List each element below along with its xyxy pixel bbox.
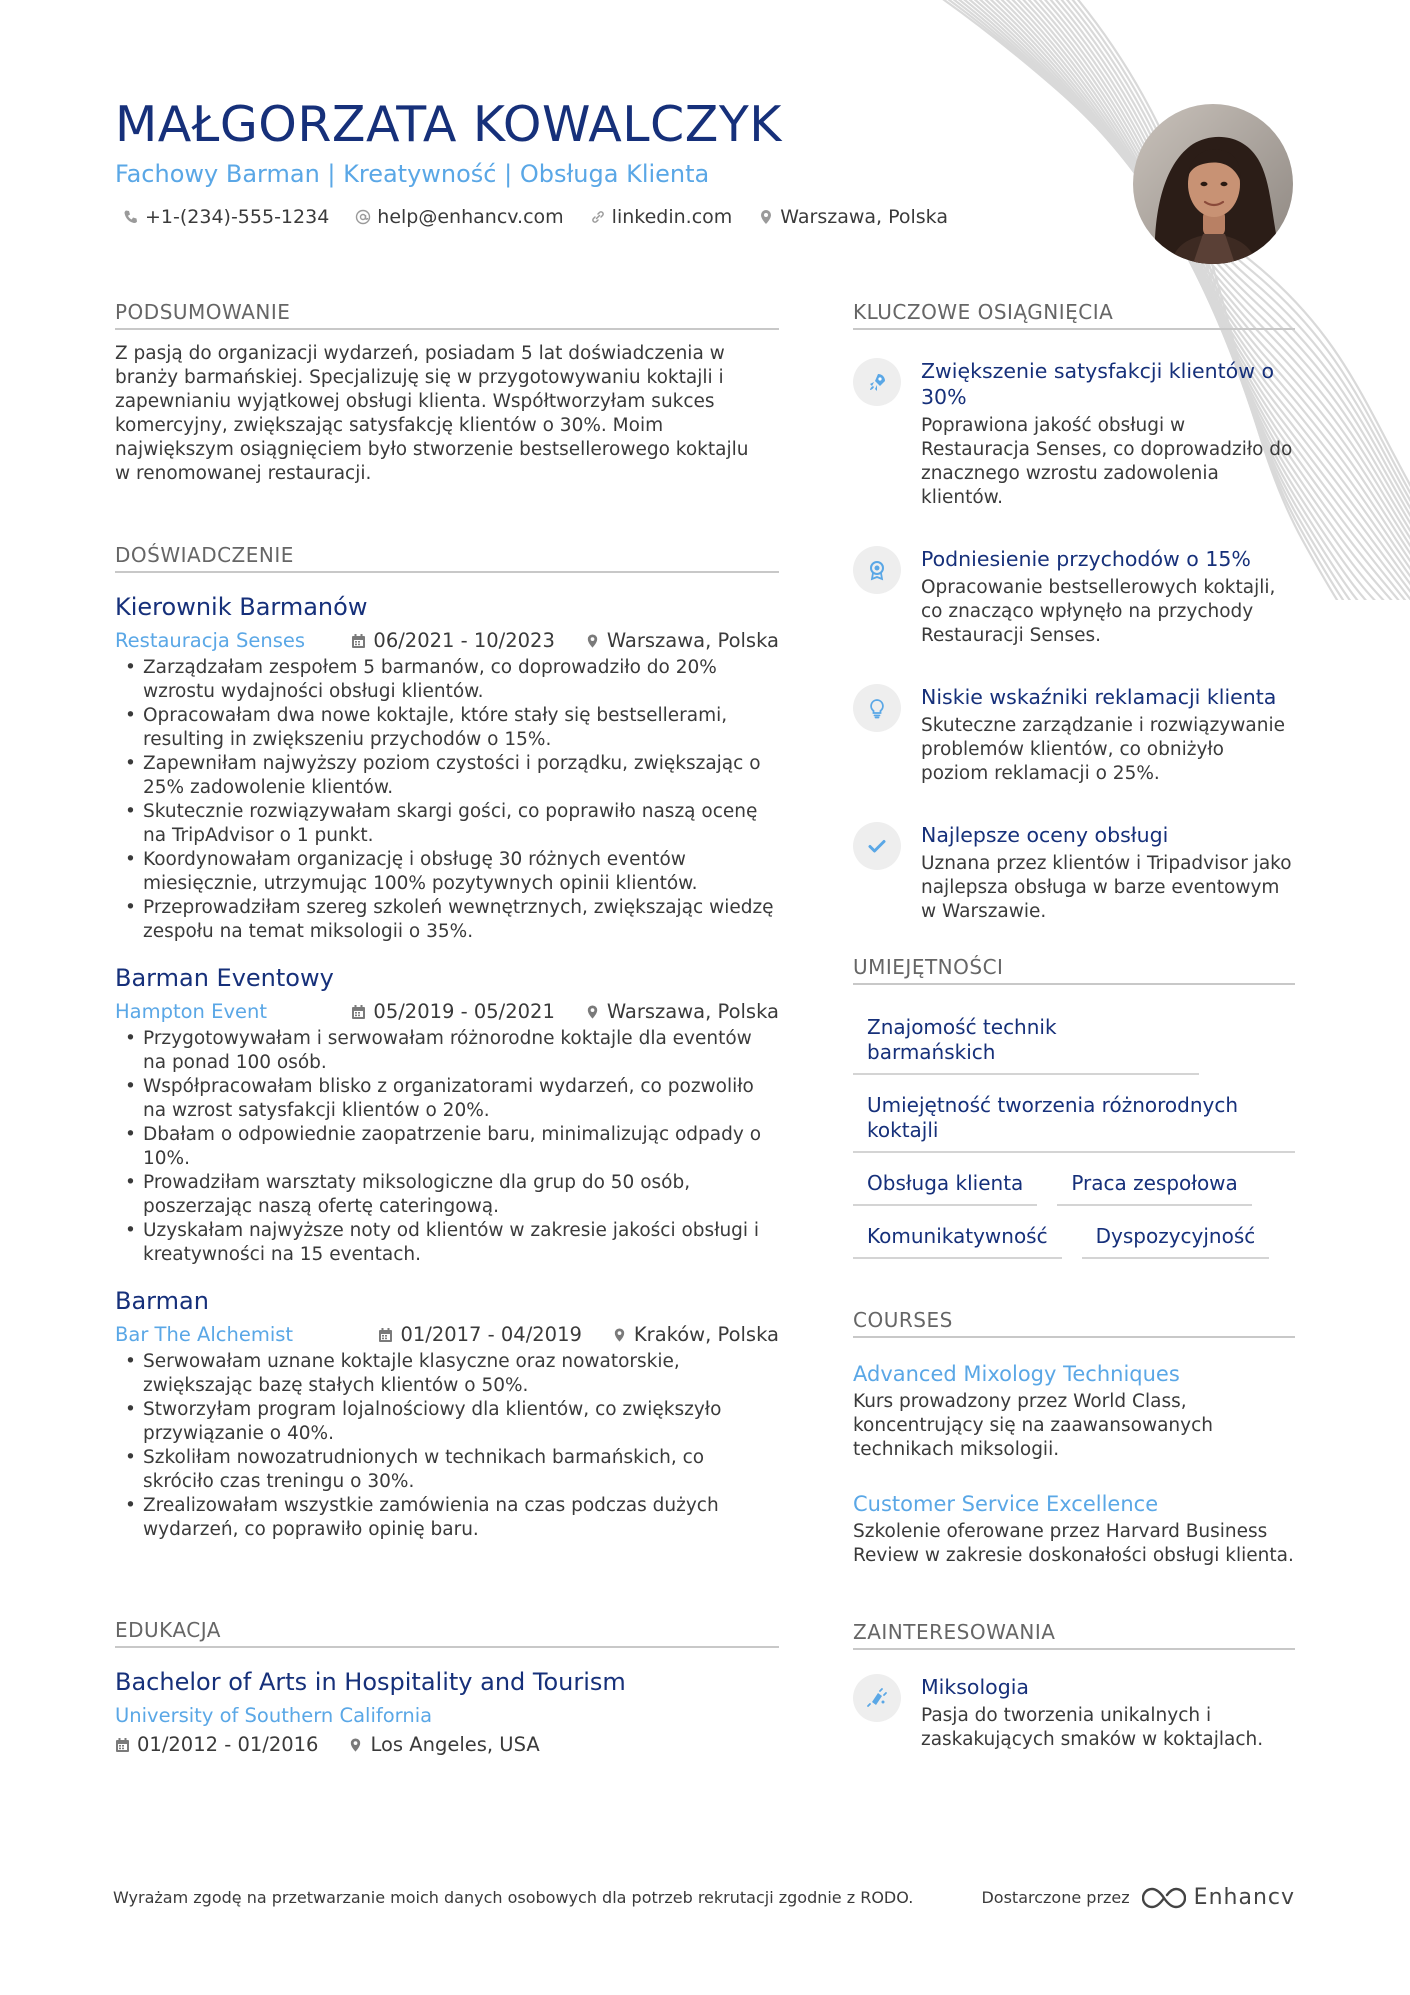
summary-section [115,300,779,486]
job-meta [115,1323,779,1346]
course-item [853,1492,1295,1568]
achievement-title: Zwiększenie satysfakcji klientów o 30% [921,359,1275,409]
experience-section [115,543,779,1542]
skill-tag: Praca zespołowa [1057,1161,1251,1206]
calendar-icon [115,1737,130,1753]
courses-section [853,1308,1295,1568]
course-desc: Szkolenie oferowane przez Harvard Business Review w zakresie doskonałości obsługi klienta. [853,1521,1294,1566]
phone-text: +1-(234)-555-1234 [145,205,330,228]
achievement-icon-badge [853,822,901,870]
courses-heading: COURSES [853,1308,1295,1338]
school-name: University of Southern California [115,1704,433,1727]
achievement-item [853,358,1295,510]
email-text: help@enhancv.com [377,205,564,228]
calendar-icon [351,633,366,649]
experience-heading: DOŚWIADCZENIE [115,543,779,573]
job-bullet: • Opracowałam dwa nowe koktajle, które stały się bestsellerami, resulting in zwiększeniu przychodów o 15%. [115,704,779,752]
website-text: linkedin.com [611,205,733,228]
job-dates [378,1323,581,1346]
achievement-icon-badge [853,358,901,406]
job-bullet: • Skutecznie rozwiązywałam skargi gości, co poprawiło naszą ocenę na TripAdvisor o 1 punkt. [115,800,779,848]
job-bullet: • Serwowałam uznane koktajle klasyczne oraz nowatorskie, zwiększając bazę stałych klientów o 50%. [115,1350,779,1398]
job-bullet: • Zapewniłam najwyższy poziom czystości i porządku, zwiększając o 25% zadowolenie klientów. [115,752,779,800]
course-title: Customer Service Excellence [853,1492,1159,1516]
achievement-desc: Opracowanie bestsellerowych koktajli, co znacząco wpłynęło na przychody Restauracji Senses. [921,577,1276,646]
contact-location [758,206,948,228]
education-dates [115,1733,318,1756]
calendar-icon [378,1327,393,1343]
job-bullet: • Stworzyłam program lojalnościowy dla klientów, co zwiększyło przywiązanie o 40%. [115,1398,779,1446]
award-icon [866,559,888,581]
job-entry [115,1287,779,1542]
job-bullet: • Uzyskałam najwyższe noty od klientów w zakresie jakości obsługi i kreatywności na 15 eventach. [115,1219,779,1267]
interest-item [853,1674,1295,1752]
job-bullet: • Zarządzałam zespołem 5 barmanów, co doprowadziło do 20% wzrostu wydajności obsługi klientów. [115,656,779,704]
achievements-section [853,300,1295,924]
achievement-title: Niskie wskaźniki reklamacji klienta [921,685,1277,709]
course-desc: Kurs prowadzony przez World Class, koncentrujący się na zaawansowanych technikach miksologii. [853,1391,1213,1460]
achievement-desc: Poprawiona jakość obsługi w Restauracja Senses, co doprowadziło do znacznego wzrostu zadowolenia klientów. [921,415,1293,508]
shaker-icon [866,1687,888,1709]
skills-heading: UMIEJĘTNOŚCI [853,955,1295,985]
skill-tag: Dyspozycyjność [1082,1214,1270,1259]
powered-by-label: Dostarczone przez [981,1888,1130,1907]
location-pin-icon [585,1004,600,1020]
interest-title: Miksologia [921,1675,1029,1699]
job-location [585,629,779,652]
job-entry [115,593,779,944]
location-pin-icon [758,209,774,225]
skill-tag: Znajomość technik barmańskich [853,1005,1199,1075]
contact-website[interactable] [590,206,733,228]
education-dates-text: 01/2012 - 01/2016 [137,1733,319,1756]
skill-tag: Obsługa klienta [853,1161,1037,1206]
job-company: Hampton Event [115,1000,267,1023]
education-location [348,1733,539,1756]
job-dates-text: 01/2017 - 04/2019 [400,1323,582,1346]
location-pin-icon [585,633,600,649]
skill-tag: Komunikatywność [853,1214,1062,1259]
achievement-icon-badge [853,546,901,594]
job-location [585,1000,779,1023]
job-company: Restauracja Senses [115,629,306,652]
job-location-text: Warszawa, Polska [606,1000,779,1023]
degree-title: Bachelor of Arts in Hospitality and Tourism [115,1668,626,1696]
location-text: Warszawa, Polska [780,205,948,228]
job-location-text: Kraków, Polska [633,1323,779,1346]
job-meta [115,1000,779,1023]
achievement-list [853,358,1295,924]
job-list [115,593,779,1542]
candidate-tagline: Fachowy Barman | Kreatywność | Obsługa Klienta [115,159,710,188]
job-dates [351,629,554,652]
contact-phone[interactable] [123,206,329,228]
phone-icon [123,209,139,225]
skill-list [853,997,1295,1259]
summary-heading: PODSUMOWANIE [115,300,779,330]
brand-name: Enhancv [1193,1885,1295,1910]
summary-text: Z pasją do organizacji wydarzeń, posiadam 5 lat doświadczenia w branży barmańskiej. Specjalizuję się w przygotowywaniu koktajli i zapewnianiu wyjątkowej obsługi klienta. Współtworzyłam sukces komercyjny, zwiększając satysfakcję klientów o 30%. Moim największym osiągnięciem było stworzenie bestsellerowego koktajlu w renomowanej restauracji. [115,343,749,484]
school-row [115,1704,779,1727]
avatar [1133,104,1293,264]
skill-tag: Umiejętność tworzenia różnorodnych koktajli [853,1083,1295,1153]
job-bullet: • Koordynowałam organizację i obsługę 30 różnych eventów miesięcznie, utrzymując 100% pozytywnych opinii klientów. [115,848,779,896]
interests-heading: ZAINTERESOWANIA [853,1620,1295,1650]
check-icon [866,835,888,857]
education-meta [115,1733,779,1756]
job-role: Kierownik Barmanów [115,593,368,621]
brand-logo [1142,1885,1295,1910]
education-location-text: Los Angeles, USA [370,1733,540,1756]
job-dates [351,1000,554,1023]
course-title: Advanced Mixology Techniques [853,1362,1180,1386]
achievement-icon-badge [853,684,901,732]
job-dates-text: 06/2021 - 10/2023 [373,629,555,652]
at-icon [355,209,371,225]
job-bullet: • Zrealizowałam wszystkie zamówienia na czas podczas dużych wydarzeń, co poprawiło opinię baru. [115,1494,779,1542]
job-company: Bar The Alchemist [115,1323,294,1346]
job-entry [115,964,779,1267]
resume-header [115,98,1095,228]
job-bullet: • Przeprowadziłam szereg szkoleń wewnętrznych, zwiększając wiedzę zespołu na temat miksologii o 35%. [115,896,779,944]
achievement-title: Najlepsze oceny obsługi [921,823,1169,847]
education-heading: EDUKACJA [115,1618,779,1648]
job-bullets [115,1027,779,1267]
link-icon [590,209,606,225]
rocket-icon [866,371,888,393]
interest-desc: Pasja do tworzenia unikalnych i zaskakujących smaków w koktajlach. [921,1705,1264,1750]
job-location [612,1323,779,1346]
location-pin-icon [348,1737,363,1753]
job-bullets [115,1350,779,1542]
job-bullet: • Przygotowywałam i serwowałam różnorodne koktajle dla eventów na ponad 100 osób. [115,1027,779,1075]
skills-section [853,955,1295,1259]
job-bullet: • Współpracowałam blisko z organizatorami wydarzeń, co pozwoliło na wzrost satysfakcji klientów o 20%. [115,1075,779,1123]
powered-by[interactable] [981,1885,1295,1910]
interest-list [853,1674,1295,1752]
job-bullets [115,656,779,944]
achievement-desc: Skuteczne zarządzanie i rozwiązywanie problemów klientów, co obniżyło poziom reklamacji o 25%. [921,715,1285,784]
interests-section [853,1620,1295,1752]
achievement-title: Podniesienie przychodów o 15% [921,547,1251,571]
course-item [853,1362,1295,1462]
interest-icon-badge [853,1674,901,1722]
avatar-photo [1133,104,1293,264]
course-list [853,1362,1295,1568]
job-location-text: Warszawa, Polska [606,629,779,652]
contact-email[interactable] [355,206,563,228]
job-role: Barman Eventowy [115,964,334,992]
job-bullet: • Szkoliłam nowozatrudnionych w technikach barmańskich, co skróciło czas treningu o 30%. [115,1446,779,1494]
job-meta [115,629,779,652]
job-dates-text: 05/2019 - 05/2021 [373,1000,555,1023]
contact-bar [115,206,1095,228]
job-bullet: • Dbałam o odpowiednie zaopatrzenie baru, minimalizując odpady o 10%. [115,1123,779,1171]
consent-text: Wyrażam zgodę na przetwarzanie moich danych osobowych dla potrzeb rekrutacji zgodnie z RODO. [113,1888,914,1907]
achievement-item [853,822,1295,924]
lightbulb-icon [866,697,888,719]
job-bullet: • Prowadziłam warsztaty miksologiczne dla grup do 50 osób, poszerzając naszą ofertę cateringową. [115,1171,779,1219]
achievement-desc: Uznana przez klientów i Tripadvisor jako najlepsza obsługa w barze eventowym w Warszawie. [921,853,1292,922]
candidate-name: MAŁGORZATA KOWALCZYK [115,96,782,153]
education-section [115,1618,779,1756]
achievement-item [853,684,1295,786]
infinity-logo-icon [1142,1886,1186,1910]
location-pin-icon [612,1327,627,1343]
achievement-item [853,546,1295,648]
achievements-heading: KLUCZOWE OSIĄGNIĘCIA [853,300,1295,330]
footer [113,1885,1295,1910]
calendar-icon [351,1004,366,1020]
job-role: Barman [115,1287,209,1315]
